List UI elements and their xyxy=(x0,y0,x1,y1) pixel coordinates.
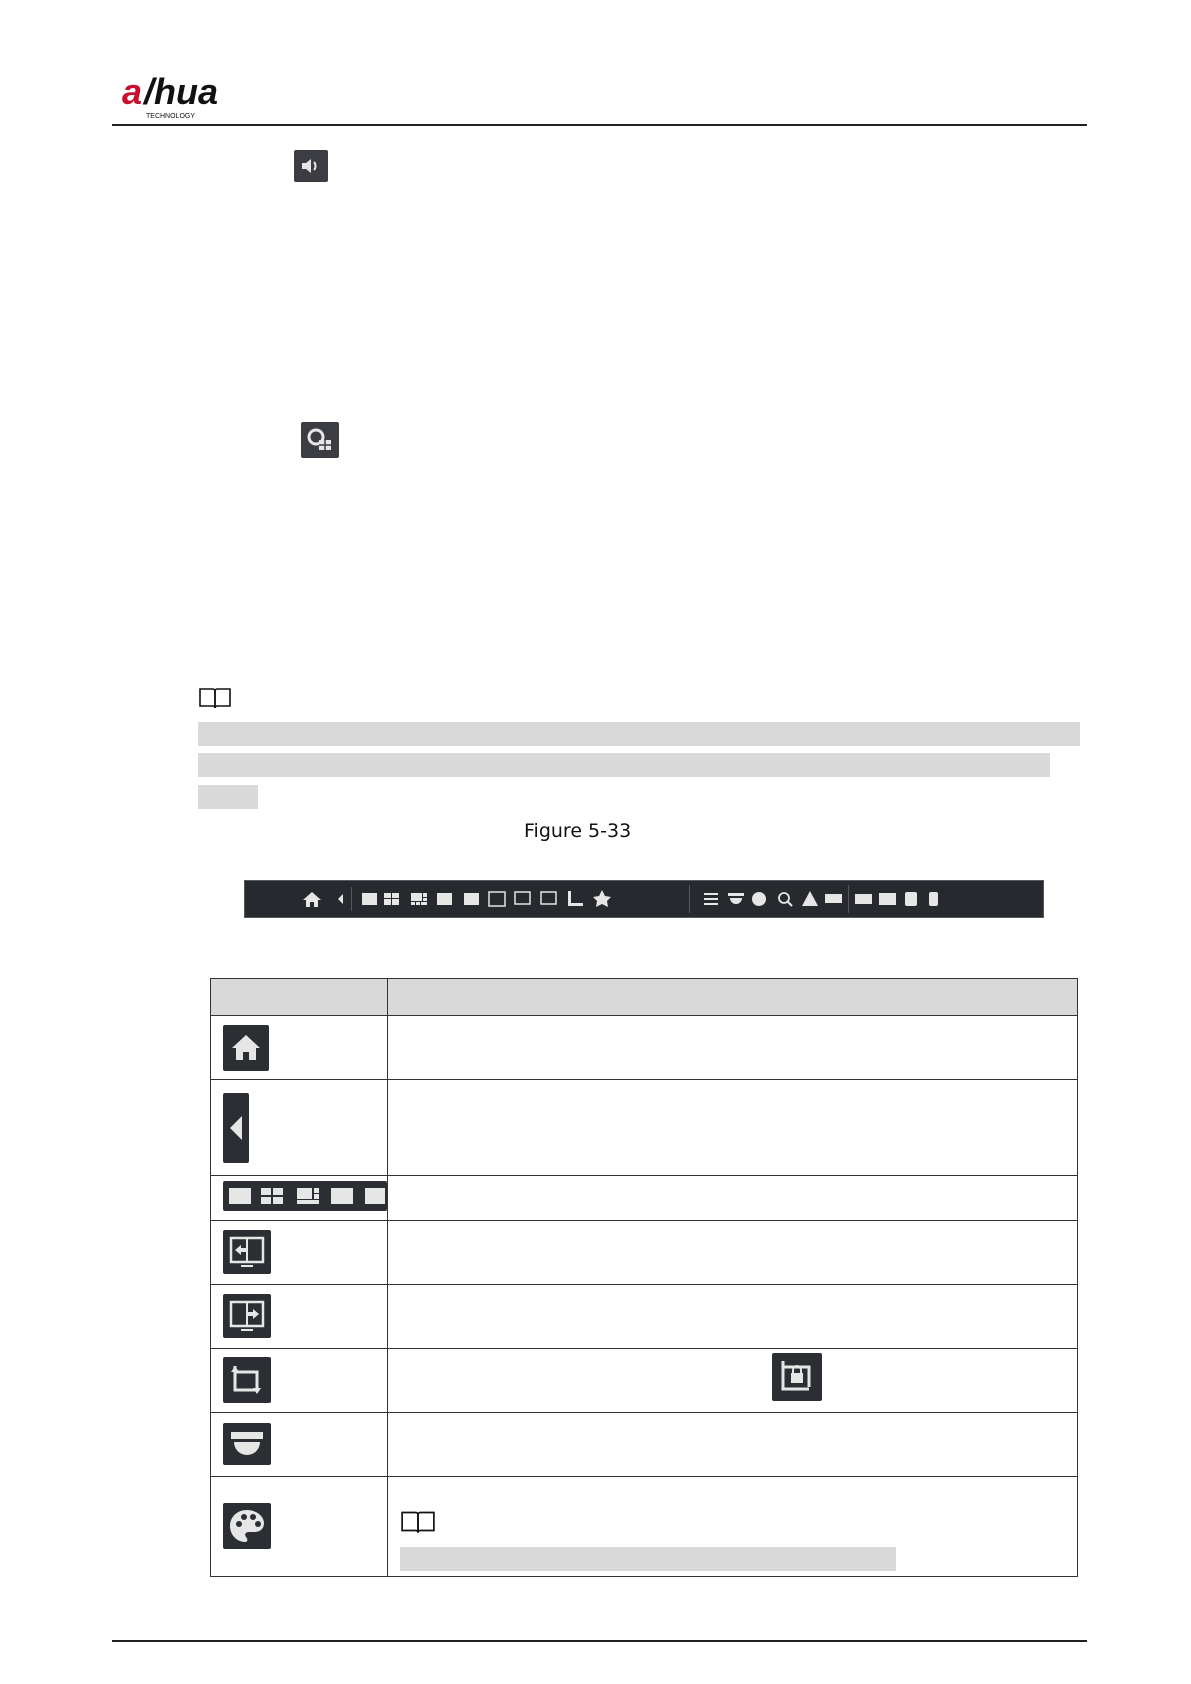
navbar-hdd-icon xyxy=(905,892,917,906)
navbar-usb-icon xyxy=(929,892,938,906)
navbar-star-icon xyxy=(593,890,611,907)
navbar-split6-icon xyxy=(411,893,427,905)
navbar-list-icon xyxy=(704,893,718,905)
navbar-prev-screen-icon xyxy=(515,892,530,904)
table-row xyxy=(211,1080,1078,1176)
navbar-tour-icon xyxy=(568,891,583,906)
figure-caption: Figure 5-33 xyxy=(524,820,632,842)
table-header-cell-2 xyxy=(388,979,1078,1016)
next-screen-icon xyxy=(223,1294,271,1338)
table-row xyxy=(211,1221,1078,1285)
logo-subtext: TECHNOLOGY xyxy=(146,113,196,120)
svg-text:a: a xyxy=(122,72,143,112)
collapse-description xyxy=(388,1080,1078,1176)
channel-group-icon xyxy=(301,422,339,458)
navbar-split4-icon xyxy=(384,893,399,905)
svg-text:/hua: /hua xyxy=(144,72,219,112)
navbar-palette-icon xyxy=(752,892,766,906)
table-row xyxy=(211,1477,1078,1577)
tour-description xyxy=(388,1349,1078,1413)
palette-icon xyxy=(223,1503,271,1549)
navbar-split25-icon xyxy=(489,892,505,906)
navbar-collapse-icon xyxy=(338,894,343,904)
next-screen-description xyxy=(388,1285,1078,1349)
navbar-next-screen-icon xyxy=(541,892,556,904)
navbar-ptz-icon xyxy=(728,893,744,904)
ptz-dome-icon xyxy=(223,1423,271,1465)
table-row xyxy=(211,1016,1078,1080)
icon-description-table xyxy=(210,978,1078,1577)
home-icon xyxy=(223,1025,269,1071)
ptz-description xyxy=(388,1413,1078,1477)
navigation-bar-image xyxy=(244,880,1044,918)
dahua-logo xyxy=(122,72,252,122)
table-row xyxy=(211,1176,1078,1221)
tour-lock-icon xyxy=(772,1353,822,1401)
table-row xyxy=(211,1413,1078,1477)
table-header-cell-1 xyxy=(211,979,388,1016)
note-text-line-3 xyxy=(198,785,258,809)
footer-rule xyxy=(112,1640,1087,1642)
note-text-line-2 xyxy=(198,753,1050,777)
book-icon xyxy=(400,1509,436,1535)
navbar-camera-icon xyxy=(825,894,842,903)
chevron-left-icon xyxy=(223,1093,249,1163)
book-icon xyxy=(198,686,232,710)
navbar-add-device-icon xyxy=(855,894,872,904)
navbar-split1-icon xyxy=(362,893,377,905)
color-note-text xyxy=(400,1547,896,1571)
navbar-split16-icon xyxy=(464,893,479,905)
navbar-split9-icon xyxy=(437,893,452,905)
navbar-alarm-icon xyxy=(802,891,818,906)
previous-screen-icon xyxy=(223,1230,271,1274)
table-row xyxy=(211,1285,1078,1349)
navbar-home-icon xyxy=(303,892,321,907)
speaker-icon xyxy=(294,150,328,182)
table-header-row xyxy=(211,979,1078,1016)
split-view-description xyxy=(388,1176,1078,1221)
navbar-search-icon xyxy=(779,893,789,903)
tour-icon xyxy=(223,1357,271,1403)
color-description xyxy=(388,1477,1078,1577)
header-rule xyxy=(112,124,1087,126)
note-text-line-1 xyxy=(198,722,1080,746)
split-view-icon xyxy=(223,1181,387,1211)
table-row xyxy=(211,1349,1078,1413)
home-description xyxy=(388,1016,1078,1080)
previous-screen-description xyxy=(388,1221,1078,1285)
navbar-network-icon xyxy=(879,893,896,905)
